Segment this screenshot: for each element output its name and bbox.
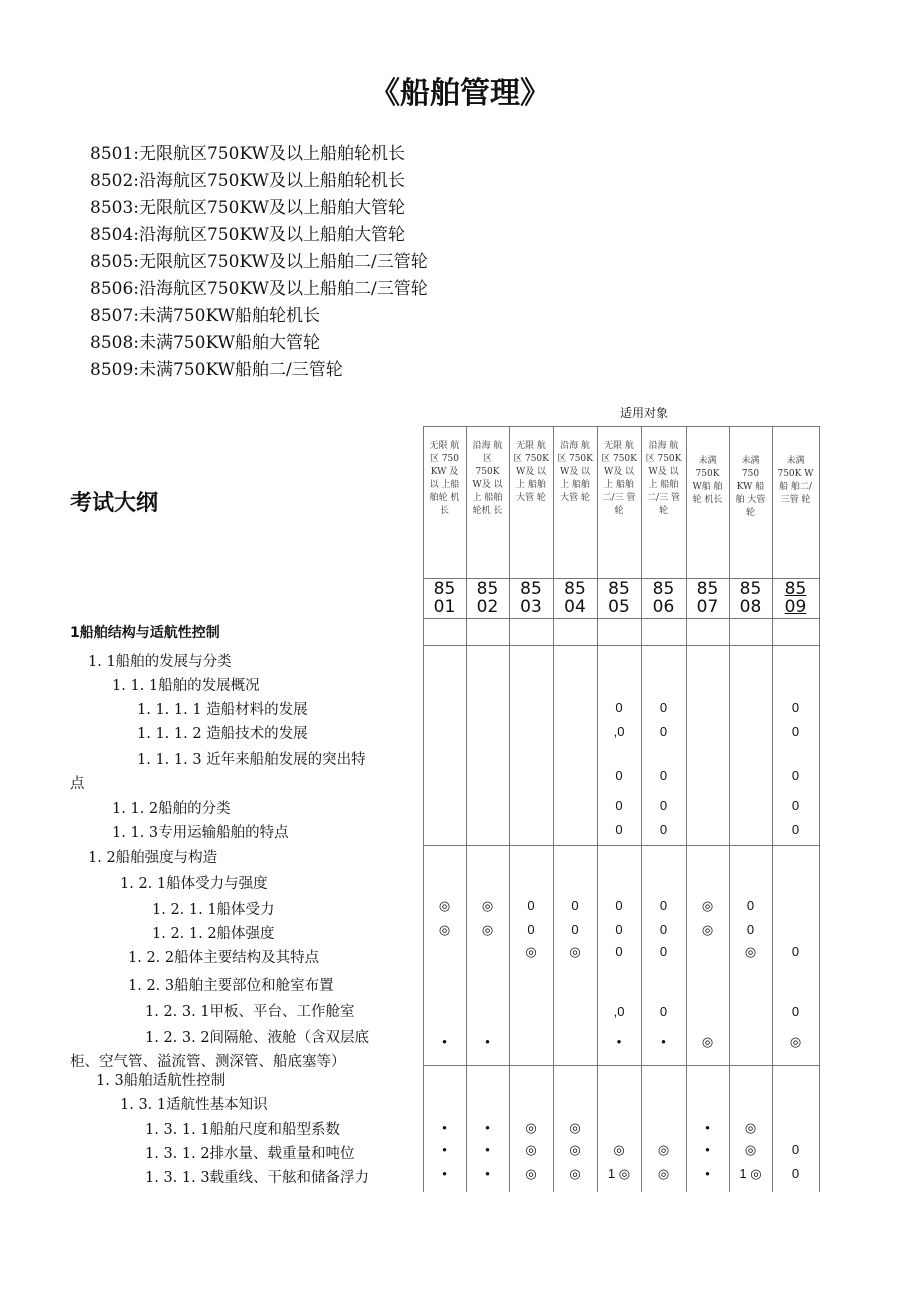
outline-item: 1. 3. 1. 2排水量、载重量和吨位 (145, 1146, 355, 1162)
table-cell-mark: 0 (659, 822, 668, 837)
code-item: 8509:未满750KW船舶二/三管轮 (90, 360, 343, 380)
table-cell-mark: ◎ (744, 944, 757, 959)
table-cell-mark: 0 (615, 944, 623, 959)
code-item: 8508:未满750KW船舶大管轮 (90, 333, 321, 353)
code-item: 8504:沿海航区750KW及以上船舶大管轮 (90, 225, 406, 245)
column-code: 85 07 (696, 579, 719, 617)
column-description: 无限 航区 750K W及 以上 船舶 二/三 管轮 (601, 441, 637, 516)
table-cell-mark: 0 (659, 1004, 668, 1019)
table-cell-mark: ◎ (438, 898, 451, 913)
table-cell-mark: 0 (659, 700, 668, 715)
table-cell-mark: 0 (659, 898, 668, 913)
code-item: 8506:沿海航区750KW及以上船舶二/三管轮 (90, 279, 428, 299)
outline-item: 1. 2. 3. 2间隔舱、液舱（含双层底 (145, 1030, 370, 1046)
table-cell-mark: 0 (659, 922, 668, 937)
outline-item: 1. 2. 1船体受力与强度 (120, 876, 268, 892)
table-cell-mark: • (442, 1166, 447, 1181)
outline-item: 1. 1. 1. 2 造船技术的发展 (137, 726, 308, 742)
column-code: 85 08 (739, 579, 762, 617)
column-code: 85 01 (433, 579, 456, 617)
outline-item: 1. 2. 1. 2船体强度 (152, 926, 275, 942)
table-row-line (423, 645, 819, 646)
column-code: 85 03 (520, 579, 542, 617)
table-cell-mark: 0 (615, 898, 623, 913)
column-description: 无限 航区 750K W及 以上 船舶 大管 轮 (513, 441, 549, 503)
table-cell-mark: 1 ◎ (607, 1166, 631, 1181)
outline-item: 1. 3. 1. 1船舶尺度和船型系数 (145, 1122, 341, 1138)
table-cell-mark: 0 (659, 724, 668, 739)
table-caption: 适用对象 (620, 406, 669, 420)
column-description: 未满 750K W船 舶轮 机长 (692, 456, 723, 505)
outline-item: 1. 1. 1. 1 造船材料的发展 (137, 702, 308, 718)
table-cell-mark: 0 (571, 922, 579, 937)
table-cell-mark: • (705, 1120, 710, 1135)
outline-item: 点 (70, 776, 85, 792)
table-cell-mark: ◎ (569, 944, 581, 959)
table-cell-mark: ◎ (525, 944, 537, 959)
table-column-line (423, 426, 424, 1192)
table-column-line (466, 426, 467, 1192)
table-cell-mark: 0 (791, 798, 800, 813)
column-description: 沿海 航区 750K W及 以上 船舶 轮机 长 (472, 441, 503, 516)
code-item: 8503:无限航区750KW及以上船舶大管轮 (90, 198, 406, 218)
table-row-line (423, 1065, 819, 1066)
table-cell-mark: ◎ (744, 1142, 757, 1157)
table-cell-mark: • (485, 1120, 490, 1135)
table-cell-mark: • (705, 1166, 710, 1181)
table-row-line (423, 845, 819, 846)
column-code: 85 02 (476, 579, 499, 617)
table-cell-mark: 0 (527, 922, 535, 937)
table-row-line (423, 618, 819, 619)
table-cell-mark: • (442, 1120, 447, 1135)
table-column-line (729, 426, 730, 1192)
table-cell-mark: • (705, 1142, 710, 1157)
column-description: 无限 航区 750 KW 及以 上船 舶轮 机长 (429, 441, 460, 516)
table-column-line (509, 426, 510, 1192)
table-cell-mark: 1 ◎ (739, 1166, 762, 1181)
table-cell-mark: 0 (615, 822, 623, 837)
table-cell-mark: • (442, 1142, 447, 1157)
column-description: 沿海 航区 750K W及 以上 船舶 二/三 管轮 (645, 441, 682, 516)
outline-item: 1. 3. 1. 3载重线、干舷和储备浮力 (145, 1170, 370, 1186)
table-cell-mark: 0 (527, 898, 535, 913)
outline-item: 1. 3. 1适航性基本知识 (120, 1097, 268, 1113)
outline-item: 1. 1. 2船舶的分类 (112, 801, 231, 817)
table-cell-mark: ◎ (657, 1166, 670, 1181)
table-cell-mark: ◎ (569, 1166, 581, 1181)
column-description: 沿海 航区 750K W及 以上 船舶 大管 轮 (557, 441, 593, 503)
table-cell-mark: 0 (791, 724, 800, 739)
code-item: 8501:无限航区750KW及以上船舶轮机长 (90, 144, 406, 164)
table-cell-mark: 0 (746, 898, 755, 913)
table-cell-mark: ◎ (525, 1142, 537, 1157)
table-cell-mark: • (485, 1166, 490, 1181)
code-item: 8507:未满750KW船舶轮机长 (90, 306, 321, 326)
table-cell-mark: 0 (791, 1166, 800, 1181)
outline-item: 1船舶结构与适航性控制 (70, 625, 220, 641)
table-cell-mark: ◎ (613, 1142, 625, 1157)
table-cell-mark: ,0 (613, 1004, 625, 1019)
outline-item: 1. 1. 1船舶的发展概况 (112, 678, 260, 694)
column-code: 85 04 (564, 579, 586, 617)
section-title: 考试大纲 (70, 491, 159, 516)
table-cell-mark: • (661, 1034, 666, 1049)
table-cell-mark: ◎ (481, 898, 494, 913)
column-description: 未满 750 KW 船舶 大管 轮 (735, 456, 766, 518)
table-cell-mark: 0 (791, 822, 800, 837)
table-cell-mark: 0 (615, 768, 623, 783)
table-cell-mark: ◎ (701, 922, 714, 937)
column-code: 85 06 (652, 579, 675, 617)
table-cell-mark: ◎ (744, 1120, 757, 1135)
table-cell-mark: • (442, 1034, 447, 1049)
table-cell-mark: ◎ (481, 922, 494, 937)
table-cell-mark: 0 (571, 898, 579, 913)
table-cell-mark: ,0 (613, 724, 625, 739)
table-cell-mark: • (616, 1034, 622, 1049)
table-cell-mark: ◎ (701, 898, 714, 913)
outline-item: 1. 2船舶强度与构造 (88, 850, 218, 866)
table-cell-mark: ◎ (525, 1120, 537, 1135)
code-item: 8502:沿海航区750KW及以上船舶轮机长 (90, 171, 406, 191)
page-title: 《船舶管理》 (370, 76, 550, 111)
table-row-line (423, 426, 819, 427)
table-cell-mark: 0 (615, 798, 623, 813)
table-cell-mark: • (485, 1034, 490, 1049)
table-cell-mark: 0 (791, 768, 800, 783)
outline-item: 1. 1. 3专用运输船舶的特点 (112, 825, 289, 841)
table-cell-mark: 0 (659, 944, 668, 959)
table-cell-mark: 0 (659, 768, 668, 783)
column-code: 85 09 (784, 579, 807, 617)
outline-item: 柜、空气管、溢流管、测深管、船底塞等） (70, 1054, 346, 1070)
table-cell-mark: ◎ (569, 1120, 581, 1135)
outline-item: 1. 2. 2船体主要结构及其特点 (128, 950, 320, 966)
table-cell-mark: 0 (615, 700, 623, 715)
outline-item: 1. 1. 1. 3 近年来船舶发展的突出特 (137, 752, 366, 768)
table-cell-mark: 0 (791, 1004, 800, 1019)
table-cell-mark: 0 (791, 700, 800, 715)
table-cell-mark: 0 (746, 922, 755, 937)
code-item: 8505:无限航区750KW及以上船舶二/三管轮 (90, 252, 428, 272)
table-column-line (553, 426, 554, 1192)
column-description: 未满 750K W船 舶二/ 三管 轮 (777, 456, 814, 505)
table-column-line (686, 426, 687, 1192)
outline-item: 1. 2. 3船舶主要部位和舱室布置 (128, 978, 334, 994)
table-column-line (819, 426, 820, 1192)
outline-item: 1. 2. 3. 1甲板、平台、工作舱室 (145, 1004, 355, 1020)
outline-item: 1. 2. 1. 1船体受力 (152, 902, 275, 918)
table-cell-mark: 0 (615, 922, 623, 937)
table-cell-mark: 0 (659, 798, 668, 813)
table-cell-mark: ◎ (701, 1034, 714, 1049)
table-cell-mark: ◎ (525, 1166, 537, 1181)
outline-item: 1. 3船舶适航性控制 (96, 1073, 226, 1089)
table-cell-mark: 0 (791, 1142, 800, 1157)
table-cell-mark: ◎ (789, 1034, 802, 1049)
table-cell-mark: 0 (791, 944, 800, 959)
table-cell-mark: ◎ (438, 922, 451, 937)
outline-item: 1. 1船舶的发展与分类 (88, 654, 232, 670)
column-code: 85 05 (608, 579, 630, 617)
table-cell-mark: ◎ (657, 1142, 670, 1157)
table-cell-mark: • (485, 1142, 490, 1157)
table-cell-mark: ◎ (569, 1142, 581, 1157)
